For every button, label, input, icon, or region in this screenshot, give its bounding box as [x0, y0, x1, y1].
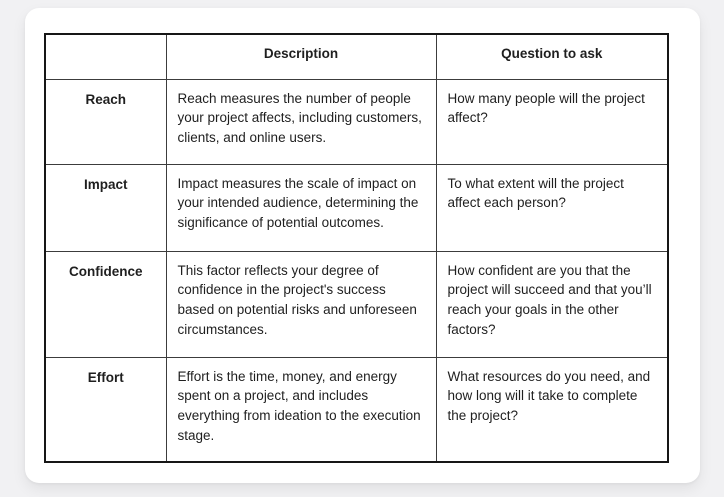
content-card: [25, 8, 700, 483]
table-row-reach: [45, 79, 668, 164]
row-label: Confidence: [45, 251, 166, 357]
row-description: Reach measures the number of people your project affects, including customers, clients, and online users.: [166, 79, 436, 164]
header-description: Description: [166, 34, 436, 79]
table-row-impact: [45, 164, 668, 251]
table-header-row: [45, 34, 668, 79]
row-label: Impact: [45, 164, 166, 251]
row-description: This factor reflects your degree of confidence in the project's success based on potential risks and unforeseen circumstances.: [166, 251, 436, 357]
row-question: How many people will the project affect?: [436, 79, 668, 164]
table-row-effort: [45, 357, 668, 462]
row-question: How confident are you that the project will succeed and that you’ll reach your goals in the other factors?: [436, 251, 668, 357]
row-label: Reach: [45, 79, 166, 164]
row-description: Effort is the time, money, and energy spent on a project, and includes everything from ideation to the execution stage.: [166, 357, 436, 462]
rice-framework-table: [44, 33, 669, 463]
row-description: Impact measures the scale of impact on your intended audience, determining the significance of potential outcomes.: [166, 164, 436, 251]
header-question-to-ask: Question to ask: [436, 34, 668, 79]
header-empty-cell: [45, 34, 166, 79]
row-question: To what extent will the project affect each person?: [436, 164, 668, 251]
row-question: What resources do you need, and how long will it take to complete the project?: [436, 357, 668, 462]
row-label: Effort: [45, 357, 166, 462]
table-row-confidence: [45, 251, 668, 357]
